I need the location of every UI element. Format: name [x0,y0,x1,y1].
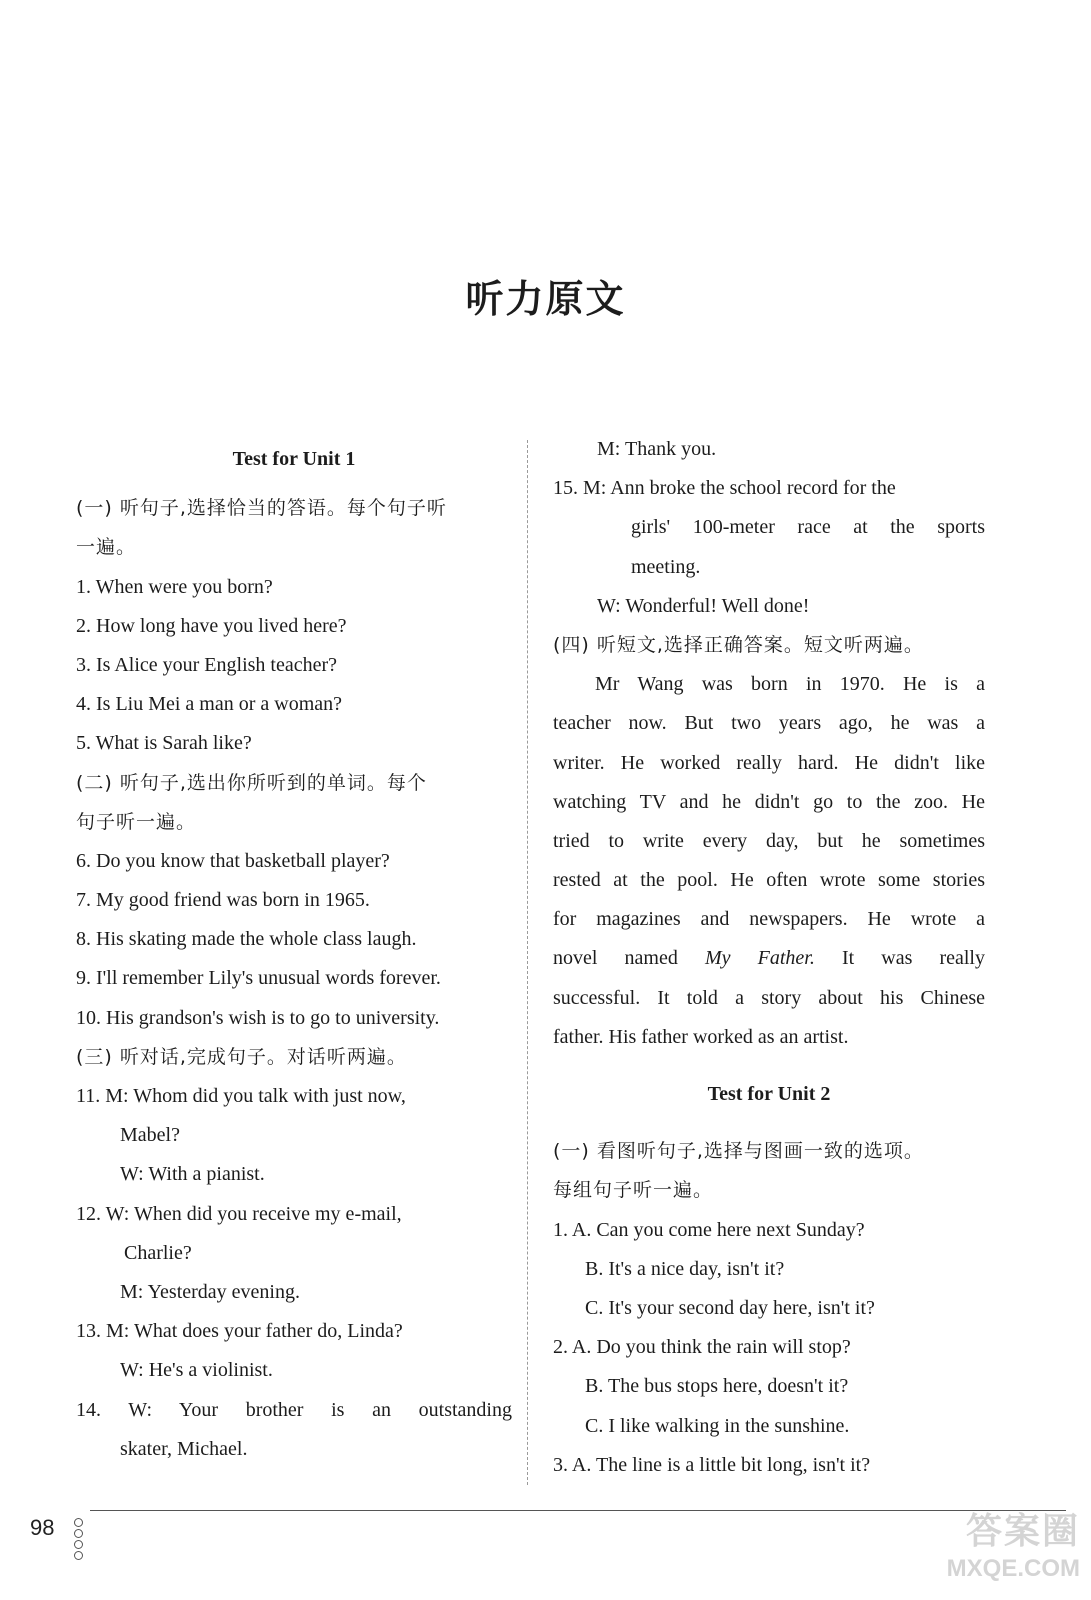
passage-line: Mr Wang was born in 1970. He is a [595,673,985,696]
question-5: 5. What is Sarah like? [76,732,252,755]
passage-line: for magazines and newspapers. He wrote a [553,908,985,931]
question-15: 15. M: Ann broke the school record for the [553,477,896,500]
unit2-question-1a: 1. A. Can you come here next Sunday? [553,1218,865,1241]
unit2-section1-instruction: (一) 看图听句子,选择与图画一致的选项。 [553,1140,924,1163]
question-12-cont: Charlie? [124,1241,192,1264]
section4-instruction: (四) 听短文,选择正确答案。短文听两遍。 [553,633,924,656]
watermark [890,1508,1080,1588]
unit1-heading: Test for Unit 1 [232,448,356,470]
question-11: 11. M: Whom did you talk with just now, [76,1085,406,1107]
column-divider [527,440,528,1485]
footer-dots-ornament [72,1518,86,1562]
question-12-reply: M: Yesterday evening. [120,1280,300,1303]
watermark-logo-text: 答案圈 [965,1510,1080,1551]
watermark-url: MXQE.COM [946,1555,1080,1582]
unit2-question-1b: B. It's a nice day, isn't it? [585,1257,785,1280]
question-8: 8. His skating made the whole class laugh. [76,928,417,951]
novel-title: My Father. [704,947,815,970]
question-14: 14. W: Your brother is an outstanding [76,1398,512,1421]
question-1: 1. When were you born? [76,575,273,598]
question-10: 10. His grandson's wish is to go to university. [76,1006,440,1029]
page-title: 听力原文 [465,277,626,321]
section3-instruction: (三) 听对话,完成句子。对话听两遍。 [76,1045,407,1068]
question-12: 12. W: When did you receive my e-mail, [76,1202,402,1225]
question-2: 2. How long have you lived here? [76,614,347,637]
unit2-question-2c: C. I like walking in the sunshine. [585,1414,850,1437]
question-14-cont: skater, Michael. [120,1437,248,1460]
unit2-question-2b: B. The bus stops here, doesn't it? [585,1375,849,1398]
question-15-cont2: meeting. [631,555,701,578]
question-13-reply: W: He's a violinist. [120,1359,273,1382]
unit2-heading: Test for Unit 2 [707,1083,831,1105]
passage-line: teacher now. But two years ago, he was a [553,712,985,735]
unit2-section1-instruction-cont: 每组句子听一遍。 [553,1179,714,1202]
question-4: 4. Is Liu Mei a man or a woman? [76,693,343,716]
unit2-question-3a: 3. A. The line is a little bit long, isn't it? [553,1453,871,1476]
passage-line: successful. It told a story about his Chinese [553,986,985,1009]
question-15-cont: girls' 100-meter race at the sports [631,516,985,539]
question-11-cont: Mabel? [120,1124,180,1147]
unit2-question-2a: 2. A. Do you think the rain will stop? [553,1336,851,1359]
section2-instruction: (二) 听句子,选出你所听到的单词。每个 [76,771,427,794]
passage-line: rested at the pool. He often wrote some stories [553,869,985,892]
passage-line: writer. He worked really hard. He didn't like [553,751,985,774]
left-column [76,430,512,1469]
passage-line: father. His father worked as an artist. [553,1025,849,1048]
question-15-reply: W: Wonderful! Well done! [597,594,810,617]
question-6: 6. Do you know that basketball player? [76,849,390,872]
question-9: 9. I'll remember Lily's unusual words forever. [76,967,441,990]
right-column [553,430,985,1485]
question-11-reply: W: With a pianist. [120,1163,265,1186]
page-number: 98 [30,1515,55,1540]
question-14-reply: M: Thank you. [597,438,717,460]
question-7: 7. My good friend was born in 1965. [76,889,370,912]
passage-text: It was really [841,947,985,970]
passage-line: watching TV and he didn't go to the zoo. He [553,790,985,813]
section2-instruction-cont: 句子听一遍。 [76,810,197,833]
passage-text: novel named [553,947,678,970]
section1-instruction: (一) 听句子,选择恰当的答语。每个句子听 [76,497,447,520]
question-3: 3. Is Alice your English teacher? [76,653,338,676]
passage-line [553,939,985,978]
question-13: 13. M: What does your father do, Linda? [76,1320,403,1343]
section1-instruction-cont: 一遍。 [76,536,137,559]
unit2-question-1c: C. It's your second day here, isn't it? [585,1296,875,1319]
passage-line: tried to write every day, but he sometimes [553,829,985,852]
